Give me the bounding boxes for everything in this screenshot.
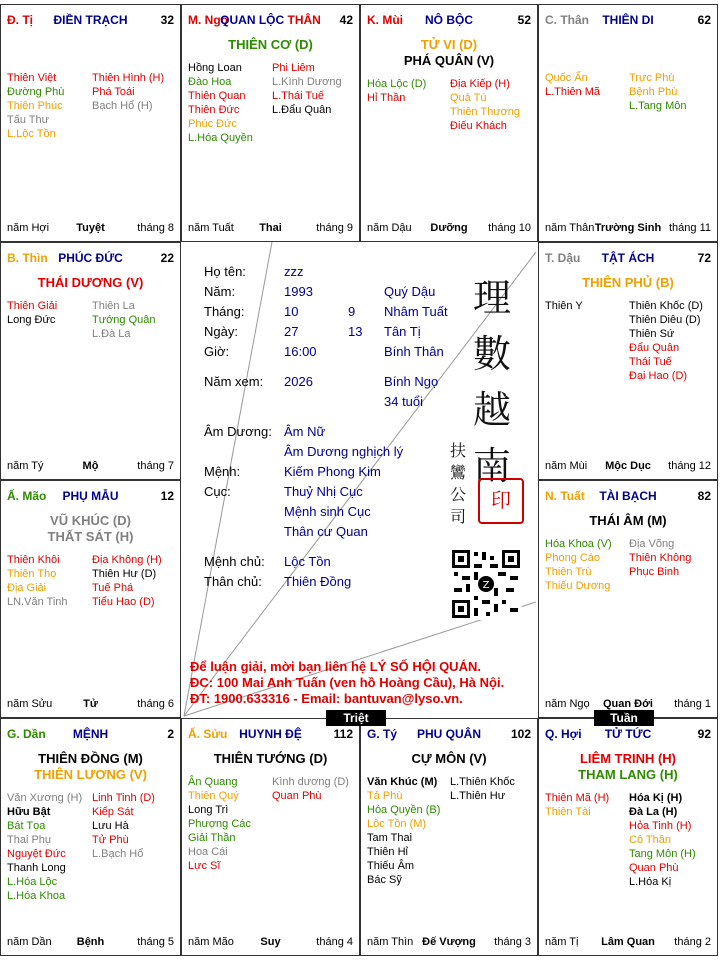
contact-address: ĐC: 100 Mai Anh Tuấn (ven hồ Hoàng Cầu), Hà Nội. — [190, 675, 505, 690]
tieu-han-year: năm Tuất — [188, 222, 234, 234]
dai-han-number: 52 — [517, 13, 531, 27]
main-star: THẤT SÁT (H) — [47, 529, 134, 544]
hour-canchi: Bính Thân — [384, 344, 444, 359]
palace-name: TÀI BẠCH — [599, 489, 657, 503]
day-canchi: Tân Tị — [384, 324, 421, 339]
main-star: THIÊN TƯỚNG (D) — [213, 751, 328, 766]
cuc-label: Cục: — [204, 484, 231, 499]
minor-stars-left — [7, 553, 68, 609]
palace-header — [367, 13, 531, 29]
minor-star: Thiên Quý — [188, 790, 239, 802]
tieu-han-year: năm Thìn — [367, 936, 414, 948]
palace-footer — [7, 221, 174, 235]
minor-star: Kiếp Sát — [92, 806, 134, 818]
lunar-month: tháng 3 — [494, 936, 531, 948]
tieu-han-year: năm Hợi — [7, 222, 50, 234]
main-star: TỬ VI (D) — [420, 37, 478, 52]
palace-header — [367, 727, 531, 743]
minor-star: Bác Sỹ — [367, 874, 402, 886]
day-lunar: 13 — [348, 324, 363, 339]
year-value: 1993 — [284, 284, 313, 299]
am-duong-value: Âm Nữ — [284, 424, 326, 439]
main-star: LIÊM TRINH (H) — [579, 751, 677, 766]
dai-han-number: 32 — [160, 13, 174, 27]
menh-value: Kiếm Phong Kim — [284, 464, 381, 479]
tieu-han-year: năm Sửu — [7, 698, 53, 710]
minor-star: L.Hóa Kị — [629, 876, 672, 888]
minor-star: Hóa Kị (H) — [629, 792, 683, 804]
minor-star: Thiên Diêu (D) — [629, 314, 701, 326]
minor-star: Địa Võng — [629, 538, 675, 550]
minor-star: Văn Khúc (M) — [367, 776, 438, 788]
tieu-han-year: năm Ngọ — [545, 698, 590, 710]
minor-star: Hóa Lộc (D) — [367, 78, 427, 90]
year-label: Năm: — [204, 284, 236, 299]
minor-star: Đại Hao (D) — [629, 370, 688, 382]
palace-name: QUAN LỘC THÂN — [220, 13, 321, 27]
palace-header — [545, 251, 711, 267]
minor-star: Hoa Cái — [188, 846, 228, 858]
palace-header — [188, 13, 353, 29]
minor-star: Hồng Loan — [188, 62, 242, 74]
palace-header — [545, 13, 711, 29]
palace-name: TẬT ÁCH — [601, 251, 655, 265]
minor-stars-left — [7, 299, 57, 327]
tieu-han-year: năm Mão — [188, 936, 234, 948]
minor-star: Thiên Việt — [7, 72, 57, 84]
minor-star: Hóa Quyền (B) — [367, 804, 441, 816]
palace-name: HUYNH ĐỆ — [239, 727, 302, 741]
cuc-note-1: Mệnh sinh Cục — [284, 504, 371, 519]
minor-stars-left — [545, 791, 609, 819]
trang-sinh-phase: Dưỡng — [430, 222, 468, 234]
minor-star: Bệnh Phù — [629, 86, 678, 98]
year-canchi: Quý Dậu — [384, 284, 436, 299]
minor-star: Thiên Không — [629, 552, 692, 564]
minor-star: L.Tang Môn — [629, 100, 687, 112]
minor-star: LN.Văn Tinh — [7, 596, 68, 608]
minor-star: Thanh Long — [7, 862, 66, 874]
menh-label: Mệnh: — [204, 464, 241, 479]
palace-cell-hoi[interactable] — [538, 718, 718, 956]
main-star: THAM LANG (H) — [578, 767, 678, 782]
minor-star: Giải Thần — [188, 832, 236, 844]
palace-header — [7, 13, 174, 29]
minor-star: Điếu Khách — [450, 120, 507, 132]
dai-han-number: 102 — [510, 727, 531, 741]
palace-branch: G. Tý — [367, 727, 398, 741]
main-stars — [543, 513, 713, 529]
minor-star: Kình dương (D) — [272, 776, 349, 788]
minor-star: Văn Xương (H) — [7, 792, 83, 804]
minor-stars-right — [92, 299, 156, 341]
minor-star: Hỉ Thần — [367, 92, 406, 104]
minor-stars-right — [272, 61, 342, 117]
minor-star: Ân Quang — [188, 776, 238, 788]
tieu-han-year: năm Tị — [545, 936, 579, 948]
main-star: THIÊN CƠ (D) — [228, 37, 313, 52]
minor-star: L.Bạch Hổ — [92, 848, 144, 860]
minor-star: Tuế Phá — [92, 582, 134, 594]
minor-star: Thiên Y — [545, 300, 583, 312]
minor-star: L.Thiên Mã — [545, 86, 601, 98]
main-stars — [186, 37, 355, 53]
minor-star: L.Hóa Quyền — [188, 132, 253, 144]
svg-text:Z: Z — [482, 580, 490, 591]
than-chu-value: Thiên Đồng — [284, 574, 352, 589]
minor-stars-right — [450, 77, 520, 133]
palace-branch: B. Thìn — [7, 251, 48, 265]
palace-footer — [545, 935, 711, 949]
palace-branch: C. Thân — [545, 13, 589, 27]
view-year-value: 2026 — [284, 374, 313, 389]
month-label: Tháng: — [204, 304, 245, 319]
minor-star: Lộc Tồn (M) — [367, 818, 427, 830]
minor-star: Phục Binh — [629, 566, 680, 578]
minor-stars-right — [629, 537, 691, 579]
dai-han-number: 42 — [339, 13, 353, 27]
menh-chu-label: Mệnh chủ: — [204, 554, 265, 569]
palace-branch: M. Ngọ — [188, 13, 228, 27]
palace-cell-dan[interactable] — [0, 718, 181, 956]
lunar-month: tháng 8 — [137, 222, 174, 234]
month-lunar: 9 — [348, 304, 356, 319]
trang-sinh-phase: Tuyệt — [76, 222, 105, 234]
minor-star: Tam Thai — [367, 832, 413, 844]
minor-star: L.Đà La — [92, 328, 131, 340]
minor-star: Thiên Khốc (D) — [629, 300, 703, 312]
palace-footer — [367, 935, 531, 949]
minor-stars-right — [629, 71, 686, 113]
main-stars — [365, 751, 533, 767]
cuc-note-2: Thân cư Quan — [284, 524, 368, 539]
calligraphy-logo: 理 數 越 南 — [472, 276, 511, 488]
minor-star: Trực Phù — [629, 72, 675, 84]
palace-footer — [545, 221, 711, 235]
palace-branch: Ấ. Sửu — [188, 727, 228, 741]
tieu-han-year: năm Dậu — [367, 222, 412, 234]
lunar-month: tháng 6 — [137, 698, 174, 710]
main-stars — [5, 513, 176, 545]
am-duong-label: Âm Dương: — [204, 424, 272, 439]
contact-phone-email: ĐT: 1900.633316 - Email: bantuvan@lyso.vn. — [190, 691, 463, 706]
palace-footer — [367, 221, 531, 235]
minor-star: Phúc Đức — [188, 118, 237, 130]
lunar-month: tháng 12 — [668, 460, 711, 472]
minor-star: Long Trì — [188, 804, 229, 816]
tieu-han-year: năm Dần — [7, 936, 52, 948]
palace-name: PHÚC ĐỨC — [58, 251, 123, 265]
minor-star: L.Kình Dương — [272, 76, 342, 88]
dai-han-number: 22 — [160, 251, 174, 265]
palace-branch: K. Mùi — [367, 13, 403, 27]
view-year-canchi: Bính Ngọ — [384, 374, 439, 389]
palace-name: NÔ BỘC — [425, 13, 473, 27]
main-stars — [5, 275, 176, 291]
side-calligraphy: 扶 鸞 公 司 — [449, 441, 466, 526]
minor-stars-left — [545, 71, 600, 99]
palace-header — [188, 727, 353, 743]
palace-cell-mao[interactable] — [0, 480, 181, 718]
main-stars — [186, 751, 355, 767]
palace-name: MỆNH — [72, 727, 109, 741]
palace-cell-ngo[interactable] — [181, 4, 360, 242]
palace-branch: Ấ. Mão — [7, 489, 47, 503]
minor-stars-right — [92, 71, 164, 113]
palace-footer — [188, 935, 353, 949]
dai-han-number: 62 — [697, 13, 711, 27]
palace-cell-dau[interactable] — [538, 242, 718, 480]
minor-star: Linh Tinh (D) — [92, 792, 155, 804]
month-solar: 10 — [284, 304, 299, 319]
palace-header — [545, 727, 711, 743]
than-chu-label: Thân chủ: — [204, 574, 262, 589]
main-star: PHÁ QUÂN (V) — [403, 53, 495, 68]
palace-footer — [188, 221, 353, 235]
lunar-month: tháng 10 — [488, 222, 531, 234]
minor-star: Quả Tú — [450, 92, 487, 104]
minor-star: Phong Cáo — [545, 552, 601, 564]
trang-sinh-phase: Tử — [83, 698, 98, 710]
age-value: 34 tuổi — [384, 394, 424, 409]
minor-stars-left — [7, 71, 64, 141]
trang-sinh-phase: Bệnh — [76, 936, 105, 948]
minor-star: Quan Phù — [272, 790, 322, 802]
minor-star: Thiên Quan — [188, 90, 246, 102]
palace-cell-than[interactable] — [538, 4, 718, 242]
minor-star: Bạch Hổ (H) — [92, 100, 153, 112]
lunar-month: tháng 9 — [316, 222, 353, 234]
minor-stars-left — [367, 77, 426, 105]
palace-header — [7, 489, 174, 505]
minor-star: L.Hóa Khoa — [7, 890, 66, 902]
main-star: CỰ MÔN (V) — [411, 751, 487, 766]
triet-marker: Triệt — [326, 710, 386, 726]
minor-star: Thiên Tài — [545, 806, 591, 818]
minor-stars-right — [272, 775, 349, 803]
minor-star: L.Thiên Hư — [450, 790, 506, 802]
minor-star: Đường Phù — [7, 86, 65, 98]
minor-star: Lực Sĩ — [188, 860, 221, 872]
minor-star: Tiểu Hao (D) — [92, 596, 155, 608]
minor-star: Phi Liêm — [272, 62, 315, 74]
minor-star: Thiên Phúc — [7, 100, 63, 112]
main-stars — [365, 37, 533, 69]
minor-stars-right — [450, 775, 515, 803]
minor-stars-left — [367, 775, 440, 887]
dai-han-number: 112 — [333, 727, 353, 741]
minor-stars-left — [545, 299, 583, 313]
dai-han-number: 12 — [160, 489, 174, 503]
palace-cell-ti[interactable] — [0, 4, 181, 242]
contact-line-1: Để luận giải, mời bạn liên hệ LÝ SỐ HỘI QUÁN. — [190, 659, 481, 674]
lunar-month: tháng 1 — [674, 698, 711, 710]
minor-star: Thiên Hình (H) — [92, 72, 165, 84]
minor-star: Thai Phụ — [7, 834, 52, 846]
palace-cell-mui[interactable] — [360, 4, 538, 242]
minor-star: Thiên Mã (H) — [545, 792, 610, 804]
minor-star: Địa Không (H) — [92, 554, 162, 566]
palace-cell-ty[interactable] — [360, 718, 538, 956]
minor-star: Quốc Ấn — [545, 72, 588, 84]
view-year-label: Năm xem: — [204, 374, 264, 389]
than-marker: THÂN — [284, 13, 321, 27]
main-star: THIÊN LƯƠNG (V) — [34, 767, 147, 782]
main-star: VŨ KHÚC (D) — [50, 513, 131, 528]
palace-footer — [7, 697, 174, 711]
palace-name: TỬ TỨC — [604, 727, 652, 741]
minor-star: Thái Tuế — [629, 356, 672, 368]
minor-star: Thiếu Dương — [545, 580, 611, 592]
lunar-month: tháng 11 — [668, 222, 711, 234]
palace-branch: Đ. Tị — [7, 13, 33, 27]
palace-cell-thin[interactable] — [0, 242, 181, 480]
trang-sinh-phase: Thai — [259, 222, 282, 234]
minor-star: Hỏa Tinh (H) — [629, 820, 692, 832]
minor-star: Phá Toái — [92, 86, 135, 98]
minor-stars-right — [629, 299, 703, 383]
hour-label: Giờ: — [204, 344, 230, 359]
tuan-marker: Tuần — [594, 710, 654, 726]
minor-star: Thiên La — [92, 300, 135, 312]
palace-header — [7, 727, 174, 743]
tieu-han-year: năm Mùi — [545, 460, 588, 472]
lunar-month: tháng 5 — [137, 936, 174, 948]
palace-footer — [545, 459, 711, 473]
dai-han-number: 72 — [697, 251, 711, 265]
minor-star: L.Thái Tuế — [272, 90, 324, 102]
minor-star: Thiên Sứ — [629, 328, 675, 340]
minor-star: Tấu Thư — [7, 114, 50, 126]
trang-sinh-phase: Trường Sinh — [594, 222, 662, 234]
menh-chu-value: Lộc Tồn — [284, 554, 331, 569]
palace-footer — [545, 697, 711, 711]
minor-star: Hóa Khoa (V) — [545, 538, 612, 550]
month-canchi: Nhâm Tuất — [384, 304, 448, 319]
main-star: THIÊN PHỦ (B) — [582, 275, 674, 290]
minor-star: Quan Phù — [629, 862, 679, 874]
center-info-panel — [180, 240, 540, 718]
minor-star: Bát Tọa — [7, 820, 46, 832]
minor-star: Nguyệt Đức — [7, 848, 66, 860]
palace-cell-suu[interactable] — [181, 718, 360, 956]
minor-star: Cô Thần — [629, 834, 671, 846]
minor-star: L.Thiên Khốc — [450, 776, 515, 788]
minor-star: Phượng Các — [188, 818, 251, 830]
minor-star: Thiên Giải — [7, 300, 58, 312]
minor-star: L.Hóa Lộc — [7, 876, 58, 888]
main-stars — [543, 275, 713, 291]
trang-sinh-phase: Mộ — [82, 460, 99, 472]
minor-stars-left — [188, 775, 251, 873]
palace-header — [545, 489, 711, 505]
minor-star: Long Đức — [7, 314, 56, 326]
minor-star: Tướng Quân — [92, 314, 156, 326]
dai-han-number: 92 — [697, 727, 711, 741]
minor-stars-right — [92, 553, 162, 609]
palace-branch: G. Dần — [7, 727, 46, 741]
lunar-month: tháng 2 — [674, 936, 711, 948]
dai-han-number: 82 — [697, 489, 711, 503]
trang-sinh-phase: Lâm Quan — [601, 936, 655, 948]
minor-star: Lưu Hà — [92, 820, 129, 832]
palace-name: PHỤ MẪU — [62, 489, 119, 503]
day-solar: 27 — [284, 324, 299, 339]
cuc-value: Thuỷ Nhị Cục — [284, 484, 363, 499]
main-stars — [5, 751, 176, 783]
main-star: THIÊN ĐỒNG (M) — [38, 751, 143, 766]
minor-star: L.Đẩu Quân — [272, 104, 332, 116]
lunar-month: tháng 4 — [316, 936, 353, 948]
main-star: THÁI DƯƠNG (V) — [37, 275, 144, 290]
minor-stars-right — [92, 791, 155, 861]
minor-stars-right — [629, 791, 696, 889]
lunar-month: tháng 7 — [137, 460, 174, 472]
qr-code-icon[interactable] — [450, 548, 522, 620]
palace-footer — [7, 935, 174, 949]
palace-header — [7, 251, 174, 267]
minor-star: Đẩu Quân — [629, 342, 680, 354]
minor-stars-left — [188, 61, 253, 145]
palace-branch: T. Dậu — [545, 251, 581, 265]
palace-name: THIÊN DI — [602, 13, 654, 27]
minor-star: L.Lộc Tồn — [7, 128, 56, 140]
minor-star: Tả Phù — [367, 790, 403, 802]
day-label: Ngày: — [204, 324, 238, 339]
palace-cell-tuat[interactable] — [538, 480, 718, 718]
minor-star: Thiên Đức — [188, 104, 240, 116]
minor-star: Hữu Bật — [7, 806, 51, 818]
am-duong-note: Âm Dương nghịch lý — [284, 444, 404, 459]
trang-sinh-phase: Đế Vượng — [422, 936, 476, 948]
trang-sinh-phase: Quan Đới — [603, 698, 653, 710]
tieu-han-year: năm Thân — [545, 222, 595, 234]
minor-star: Đào Hoa — [188, 76, 232, 88]
palace-name: PHU QUÂN — [416, 727, 481, 741]
minor-star: Thiên Thọ — [7, 568, 57, 580]
tieu-han-year: năm Tý — [7, 460, 44, 472]
minor-star: Địa Giải — [7, 582, 47, 594]
red-seal: 印 — [478, 478, 524, 524]
minor-star: Địa Kiếp (H) — [450, 78, 510, 90]
minor-star: Thiếu Âm — [367, 860, 415, 872]
minor-star: Thiên Trù — [545, 566, 592, 578]
palace-branch: Q. Hợi — [545, 727, 582, 741]
minor-star: Thiên Hỉ — [367, 846, 408, 858]
minor-star: Thiên Khôi — [7, 554, 60, 566]
name-label: Họ tên: — [204, 264, 246, 279]
main-star: THÁI ÂM (M) — [589, 513, 667, 528]
trang-sinh-phase: Suy — [260, 936, 281, 948]
minor-star: Thiên Hư (D) — [92, 568, 157, 580]
hour-value: 16:00 — [284, 344, 317, 359]
name-value: zzz — [284, 264, 304, 279]
minor-star: Tang Môn (H) — [629, 848, 696, 860]
minor-star: Tử Phù — [92, 834, 129, 846]
palace-footer — [7, 459, 174, 473]
palace-branch: N. Tuất — [545, 489, 585, 503]
minor-stars-left — [545, 537, 612, 593]
minor-stars-left — [7, 791, 82, 903]
main-stars — [543, 751, 713, 783]
trang-sinh-phase: Mộc Dục — [605, 460, 651, 472]
dai-han-number: 2 — [167, 727, 174, 741]
minor-star: Đà La (H) — [629, 806, 678, 818]
minor-star: Thiên Thương — [450, 106, 521, 118]
palace-name: ĐIỀN TRẠCH — [53, 13, 128, 27]
